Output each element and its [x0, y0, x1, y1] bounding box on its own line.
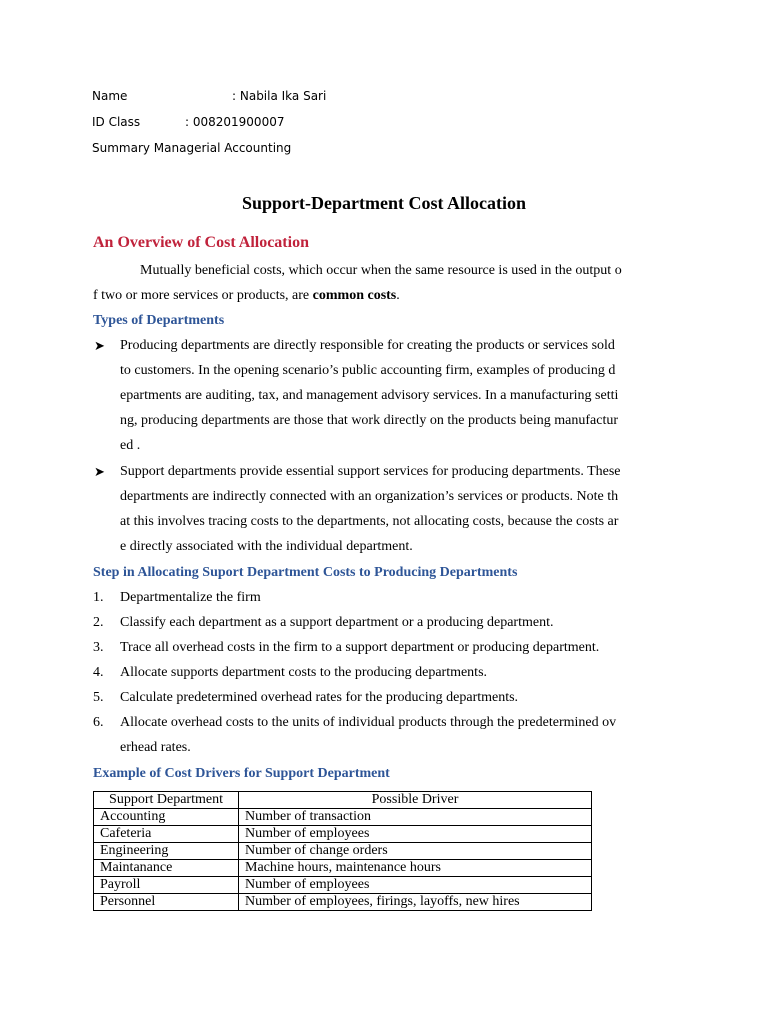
bullet2-line: at this involves tracing costs to the departments, not allocating costs, because the costs ar [120, 514, 619, 529]
table-cell: Number of transaction [239, 809, 592, 826]
bullet2-line: e directly associated with the individual department. [120, 539, 413, 554]
step-number: 4. [93, 665, 104, 680]
subject-line: Summary Managerial Accounting [92, 141, 292, 155]
name-label: Name [92, 89, 128, 103]
step-text: Allocate supports department costs to the producing departments. [120, 665, 488, 680]
step-text: Departmentalize the firm [120, 590, 261, 605]
table-cell: Payroll [94, 877, 239, 894]
step-number: 1. [93, 590, 104, 605]
name-value: : Nabila Ika Sari [232, 89, 327, 103]
table-cell: Number of employees, firings, layoffs, new hires [239, 894, 592, 911]
step-text: Allocate overhead costs to the units of individual products through the predetermined ov [120, 715, 617, 730]
table-cell: Machine hours, maintenance hours [239, 860, 592, 877]
id-class-value: : 008201900007 [185, 115, 285, 129]
arrow-bullet-icon: ➤ [94, 465, 105, 480]
table-cell: Cafeteria [94, 826, 239, 843]
column-header: Support Department [94, 792, 239, 809]
table-row [94, 826, 592, 843]
table-row [94, 877, 592, 894]
document-title: Support-Department Cost Allocation [242, 193, 526, 213]
overview-heading: An Overview of Cost Allocation [93, 234, 309, 251]
bullet2-line: departments are indirectly connected with an organization’s services or products. Note th [120, 489, 619, 504]
types-heading: Types of Departments [93, 313, 225, 328]
overview-paragraph-line-1: Mutually beneficial costs, which occur when the same resource is used in the output o [140, 263, 622, 278]
overview-period: . [396, 288, 400, 303]
step-number: 6. [93, 715, 104, 730]
table-row [94, 809, 592, 826]
table-cell: Accounting [94, 809, 239, 826]
table-cell: Maintanance [94, 860, 239, 877]
drivers-heading: Example of Cost Drivers for Support Department [93, 766, 390, 781]
table-cell: Number of employees [239, 826, 592, 843]
bullet1-line: epartments are auditing, tax, and management advisory services. In a manufacturing setti [120, 388, 619, 403]
bullet1-line: ng, producing departments are those that work directly on the products being manufactur [120, 413, 619, 428]
table-cell: Personnel [94, 894, 239, 911]
step-number: 5. [93, 690, 104, 705]
column-header: Possible Driver [239, 792, 592, 809]
step-text: Calculate predetermined overhead rates for the producing departments. [120, 690, 519, 705]
step-text: erhead rates. [120, 740, 191, 755]
step-number: 2. [93, 615, 104, 630]
arrow-bullet-icon: ➤ [94, 339, 105, 354]
bullet1-line: Producing departments are directly responsible for creating the products or services sold [120, 338, 615, 353]
bullet1-line: to customers. In the opening scenario’s public accounting firm, examples of producing d [120, 363, 616, 378]
table-cell: Engineering [94, 843, 239, 860]
step-text: Trace all overhead costs in the firm to a support department or producing department. [120, 640, 600, 655]
bullet2-line: Support departments provide essential support services for producing departments. These [120, 464, 621, 479]
cost-drivers-table [93, 791, 592, 911]
overview-text: f two or more services or products, are [93, 288, 313, 303]
overview-paragraph-line-2 [93, 288, 400, 304]
table-cell: Number of change orders [239, 843, 592, 860]
common-costs-term: common costs [312, 288, 397, 303]
table-row [94, 894, 592, 911]
table-row [94, 843, 592, 860]
step-text: Classify each department as a support department or a producing department. [120, 615, 554, 630]
table-cell: Number of employees [239, 877, 592, 894]
table-header-row [94, 792, 592, 809]
table-row [94, 860, 592, 877]
steps-heading: Step in Allocating Suport Department Costs to Producing Departments [93, 565, 518, 580]
id-class-label: ID Class [92, 115, 141, 129]
step-number: 3. [93, 640, 104, 655]
bullet1-line: ed . [120, 438, 141, 453]
